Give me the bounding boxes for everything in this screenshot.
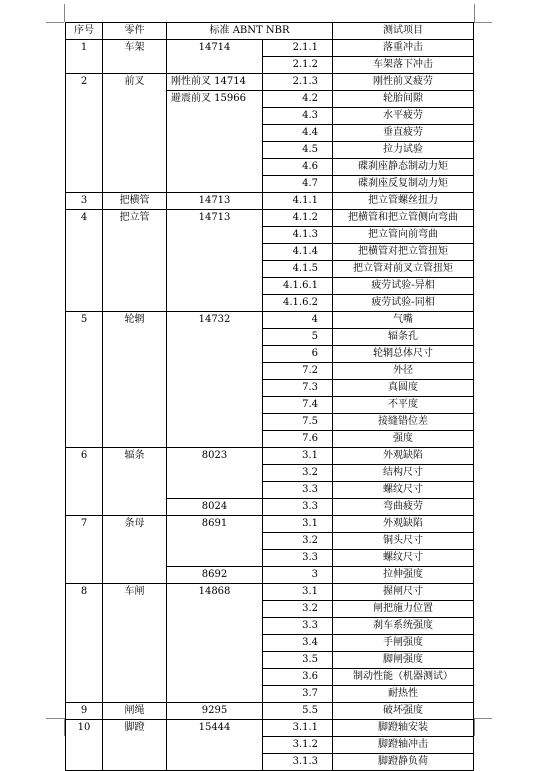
header-test-item: 测试项目 [333,23,474,40]
standard-code [167,159,263,176]
part-name [103,227,167,244]
part-name [103,261,167,278]
standard-code [167,329,263,346]
standard-code [167,550,263,567]
clause-number: 4.1.5 [263,261,333,278]
test-item: 碟刹座静态制动力矩 [333,159,474,176]
table-row [66,635,474,652]
part-name [103,380,167,397]
clause-number: 3.2 [263,533,333,550]
part-name [103,295,167,312]
part-name [103,363,167,380]
test-item: 脚闸强度 [333,652,474,669]
table-row [66,193,474,210]
crop-mark-top-left-h [46,22,64,23]
part-name [103,278,167,295]
table-row [66,244,474,261]
clause-number: 4.1.4 [263,244,333,261]
standard-code [167,108,263,125]
table-row [66,295,474,312]
standard-code [167,618,263,635]
row-number: 3 [66,193,103,210]
row-number [66,669,103,686]
clause-number: 4.1.6.1 [263,278,333,295]
test-item: 脚蹬轴冲击 [333,737,474,754]
test-item: 结构尺寸 [333,465,474,482]
table-row [66,397,474,414]
test-item: 轮辋总体尺寸 [333,346,474,363]
clause-number: 3.1.2 [263,737,333,754]
test-item: 疲劳试验-同相 [333,295,474,312]
table-row [66,57,474,74]
standard-code [167,737,263,754]
row-number [66,278,103,295]
clause-number: 3.2 [263,601,333,618]
part-name [103,635,167,652]
standard-code: 避震前叉 15966 [167,91,263,108]
clause-number: 4 [263,312,333,329]
test-item: 把横管和把立管侧向弯曲 [333,210,474,227]
clause-number: 2.1.2 [263,57,333,74]
standard-code: 9295 [167,703,263,720]
row-number [66,380,103,397]
part-name [103,346,167,363]
table-row [66,516,474,533]
table-row [66,567,474,584]
test-item: 轮胎间隙 [333,91,474,108]
standard-code: 8024 [167,499,263,516]
row-number [66,737,103,754]
clause-number: 3.1 [263,448,333,465]
test-item: 刚性前叉疲劳 [333,74,474,91]
standard-code [167,465,263,482]
header-part: 零件 [103,23,167,40]
row-number: 8 [66,584,103,601]
part-name: 辐条 [103,448,167,465]
standard-code [167,431,263,448]
standard-code [167,601,263,618]
table-row [66,584,474,601]
table-row [66,363,474,380]
table-row [66,74,474,91]
clause-number: 7.3 [263,380,333,397]
row-number [66,125,103,142]
row-number [66,686,103,703]
row-number [66,159,103,176]
test-item: 弯曲疲劳 [333,499,474,516]
clause-number: 7.2 [263,363,333,380]
part-name: 把立管 [103,210,167,227]
part-name: 脚蹬 [103,720,167,737]
part-name [103,567,167,584]
table-row [66,159,474,176]
standard-code [167,754,263,771]
part-name [103,176,167,193]
clause-number: 6 [263,346,333,363]
crop-mark-top-right-h [474,22,492,23]
clause-number: 4.7 [263,176,333,193]
test-item: 铜头尺寸 [333,533,474,550]
row-number [66,397,103,414]
standard-code [167,397,263,414]
test-item: 车架落下冲击 [333,57,474,74]
row-number [66,635,103,652]
table-row [66,482,474,499]
test-item: 拉伸强度 [333,567,474,584]
row-number [66,244,103,261]
standard-code [167,57,263,74]
table-row [66,703,474,720]
test-item: 水平疲劳 [333,108,474,125]
clause-number: 3.4 [263,635,333,652]
clause-number: 7.4 [263,397,333,414]
clause-number: 3.1.1 [263,720,333,737]
part-name [103,159,167,176]
clause-number: 3.2 [263,465,333,482]
standard-code [167,176,263,193]
table-row [66,669,474,686]
part-name [103,618,167,635]
table-row [66,754,474,771]
part-name [103,397,167,414]
table-row [66,618,474,635]
table-row [66,431,474,448]
row-number: 7 [66,516,103,533]
clause-number: 3.3 [263,618,333,635]
test-item: 气嘴 [333,312,474,329]
table-row [66,278,474,295]
test-item: 真圆度 [333,380,474,397]
standard-code [167,227,263,244]
table-header-row [66,23,474,40]
standard-code: 14713 [167,193,263,210]
row-number [66,346,103,363]
header-no: 序号 [66,23,103,40]
header-standard: 标准 ABNT NBR [167,23,333,40]
part-name: 车闸 [103,584,167,601]
crop-mark-bottom-right-h [474,718,492,719]
test-item: 垂直疲劳 [333,125,474,142]
standard-code [167,261,263,278]
table-row [66,346,474,363]
test-item: 螺纹尺寸 [333,482,474,499]
part-name [103,465,167,482]
row-number [66,363,103,380]
clause-number: 3.5 [263,652,333,669]
test-item: 碟刹座反复制动力矩 [333,176,474,193]
part-name [103,652,167,669]
clause-number: 3 [263,567,333,584]
row-number [66,482,103,499]
row-number [66,567,103,584]
clause-number: 3.3 [263,499,333,516]
standard-code: 8023 [167,448,263,465]
standard-code [167,414,263,431]
standard-code [167,652,263,669]
test-item: 耐热性 [333,686,474,703]
row-number [66,431,103,448]
clause-number: 2.1.3 [263,74,333,91]
standard-code [167,686,263,703]
standard-code: 8692 [167,567,263,584]
row-number [66,227,103,244]
clause-number: 4.1.3 [263,227,333,244]
standard-code [167,533,263,550]
test-item: 把立管螺丝扭力 [333,193,474,210]
standard-code [167,244,263,261]
table-row [66,176,474,193]
clause-number: 3.3 [263,550,333,567]
standard-code [167,482,263,499]
test-item: 强度 [333,431,474,448]
part-name [103,669,167,686]
table-row [66,601,474,618]
clause-number: 4.4 [263,125,333,142]
standard-code [167,125,263,142]
table-row [66,142,474,159]
part-name [103,244,167,261]
test-item: 外观缺陷 [333,448,474,465]
part-name: 闸绳 [103,703,167,720]
row-number: 9 [66,703,103,720]
part-name [103,108,167,125]
test-item: 把立管向前弯曲 [333,227,474,244]
clause-number: 5 [263,329,333,346]
row-number [66,414,103,431]
clause-number: 3.7 [263,686,333,703]
part-name [103,142,167,159]
table-row [66,652,474,669]
standard-code [167,295,263,312]
test-item: 疲劳试验-异相 [333,278,474,295]
clause-number: 4.2 [263,91,333,108]
test-item: 不平度 [333,397,474,414]
row-number [66,57,103,74]
row-number [66,754,103,771]
clause-number: 3.1.3 [263,754,333,771]
table-row [66,329,474,346]
clause-number: 4.1.2 [263,210,333,227]
standard-code [167,635,263,652]
part-name [103,550,167,567]
crop-mark-bottom-right-v [474,718,475,736]
table-row [66,448,474,465]
table-row [66,533,474,550]
clause-number: 3.1 [263,584,333,601]
table-row [66,108,474,125]
table-row [66,227,474,244]
test-item: 破坏强度 [333,703,474,720]
clause-number: 4.3 [263,108,333,125]
part-name [103,125,167,142]
table-body [66,40,474,771]
table-row [66,312,474,329]
table-row [66,499,474,516]
part-name: 把横管 [103,193,167,210]
clause-number: 4.5 [263,142,333,159]
test-item: 手闸强度 [333,635,474,652]
test-item: 落重冲击 [333,40,474,57]
test-item: 脚蹬静负荷 [333,754,474,771]
clause-number: 4.1.1 [263,193,333,210]
standard-code: 刚性前叉 14714 [167,74,263,91]
row-number [66,618,103,635]
part-name [103,499,167,516]
row-number [66,601,103,618]
clause-number: 4.1.6.2 [263,295,333,312]
standard-code [167,346,263,363]
table-row [66,414,474,431]
test-standards-table [65,22,474,771]
part-name: 前叉 [103,74,167,91]
part-name [103,91,167,108]
part-name [103,414,167,431]
row-number [66,329,103,346]
standard-code [167,669,263,686]
test-item: 拉力试验 [333,142,474,159]
row-number [66,261,103,278]
row-number: 4 [66,210,103,227]
crop-mark-top-right-v [474,4,475,22]
test-item: 刹车系统强度 [333,618,474,635]
row-number: 10 [66,720,103,737]
part-name [103,601,167,618]
crop-mark-top-left-v [64,4,65,22]
row-number [66,465,103,482]
standard-code: 8691 [167,516,263,533]
test-item: 辐条孔 [333,329,474,346]
row-number: 6 [66,448,103,465]
part-name [103,737,167,754]
test-item: 把立管对前叉立管扭矩 [333,261,474,278]
standard-code [167,142,263,159]
crop-mark-bottom-left-h [46,718,64,719]
table-row [66,550,474,567]
row-number: 5 [66,312,103,329]
table-row [66,465,474,482]
row-number [66,142,103,159]
standard-code [167,380,263,397]
standard-code [167,363,263,380]
standard-code: 14714 [167,40,263,57]
clause-number: 4.6 [263,159,333,176]
clause-number: 5.5 [263,703,333,720]
clause-number: 2.1.1 [263,40,333,57]
test-item: 握闸尺寸 [333,584,474,601]
row-number [66,295,103,312]
clause-number: 3.6 [263,669,333,686]
clause-number: 7.5 [263,414,333,431]
standard-code: 14732 [167,312,263,329]
part-name [103,57,167,74]
clause-number: 7.6 [263,431,333,448]
test-item: 闸把施力位置 [333,601,474,618]
test-item: 制动性能（机器测试） [333,669,474,686]
part-name: 车架 [103,40,167,57]
part-name [103,329,167,346]
part-name [103,482,167,499]
row-number [66,550,103,567]
test-item: 螺纹尺寸 [333,550,474,567]
test-item: 外径 [333,363,474,380]
standard-code: 15444 [167,720,263,737]
standard-code: 14713 [167,210,263,227]
part-name [103,686,167,703]
test-item: 脚蹬轴安装 [333,720,474,737]
row-number [66,652,103,669]
table-row [66,91,474,108]
test-item: 外观缺陷 [333,516,474,533]
row-number: 1 [66,40,103,57]
clause-number: 3.3 [263,482,333,499]
table-row [66,40,474,57]
standard-code: 14868 [167,584,263,601]
part-name [103,754,167,771]
table-row [66,737,474,754]
table-row [66,686,474,703]
part-name [103,431,167,448]
part-name: 条母 [103,516,167,533]
row-number [66,533,103,550]
table-row [66,261,474,278]
table-row [66,210,474,227]
part-name: 轮辋 [103,312,167,329]
row-number [66,108,103,125]
part-name [103,533,167,550]
test-item: 接缝错位差 [333,414,474,431]
row-number [66,91,103,108]
table-row [66,125,474,142]
row-number [66,176,103,193]
table-row [66,720,474,737]
table-row [66,380,474,397]
row-number: 2 [66,74,103,91]
clause-number: 3.1 [263,516,333,533]
row-number [66,499,103,516]
test-item: 把横管对把立管扭矩 [333,244,474,261]
standard-code [167,278,263,295]
